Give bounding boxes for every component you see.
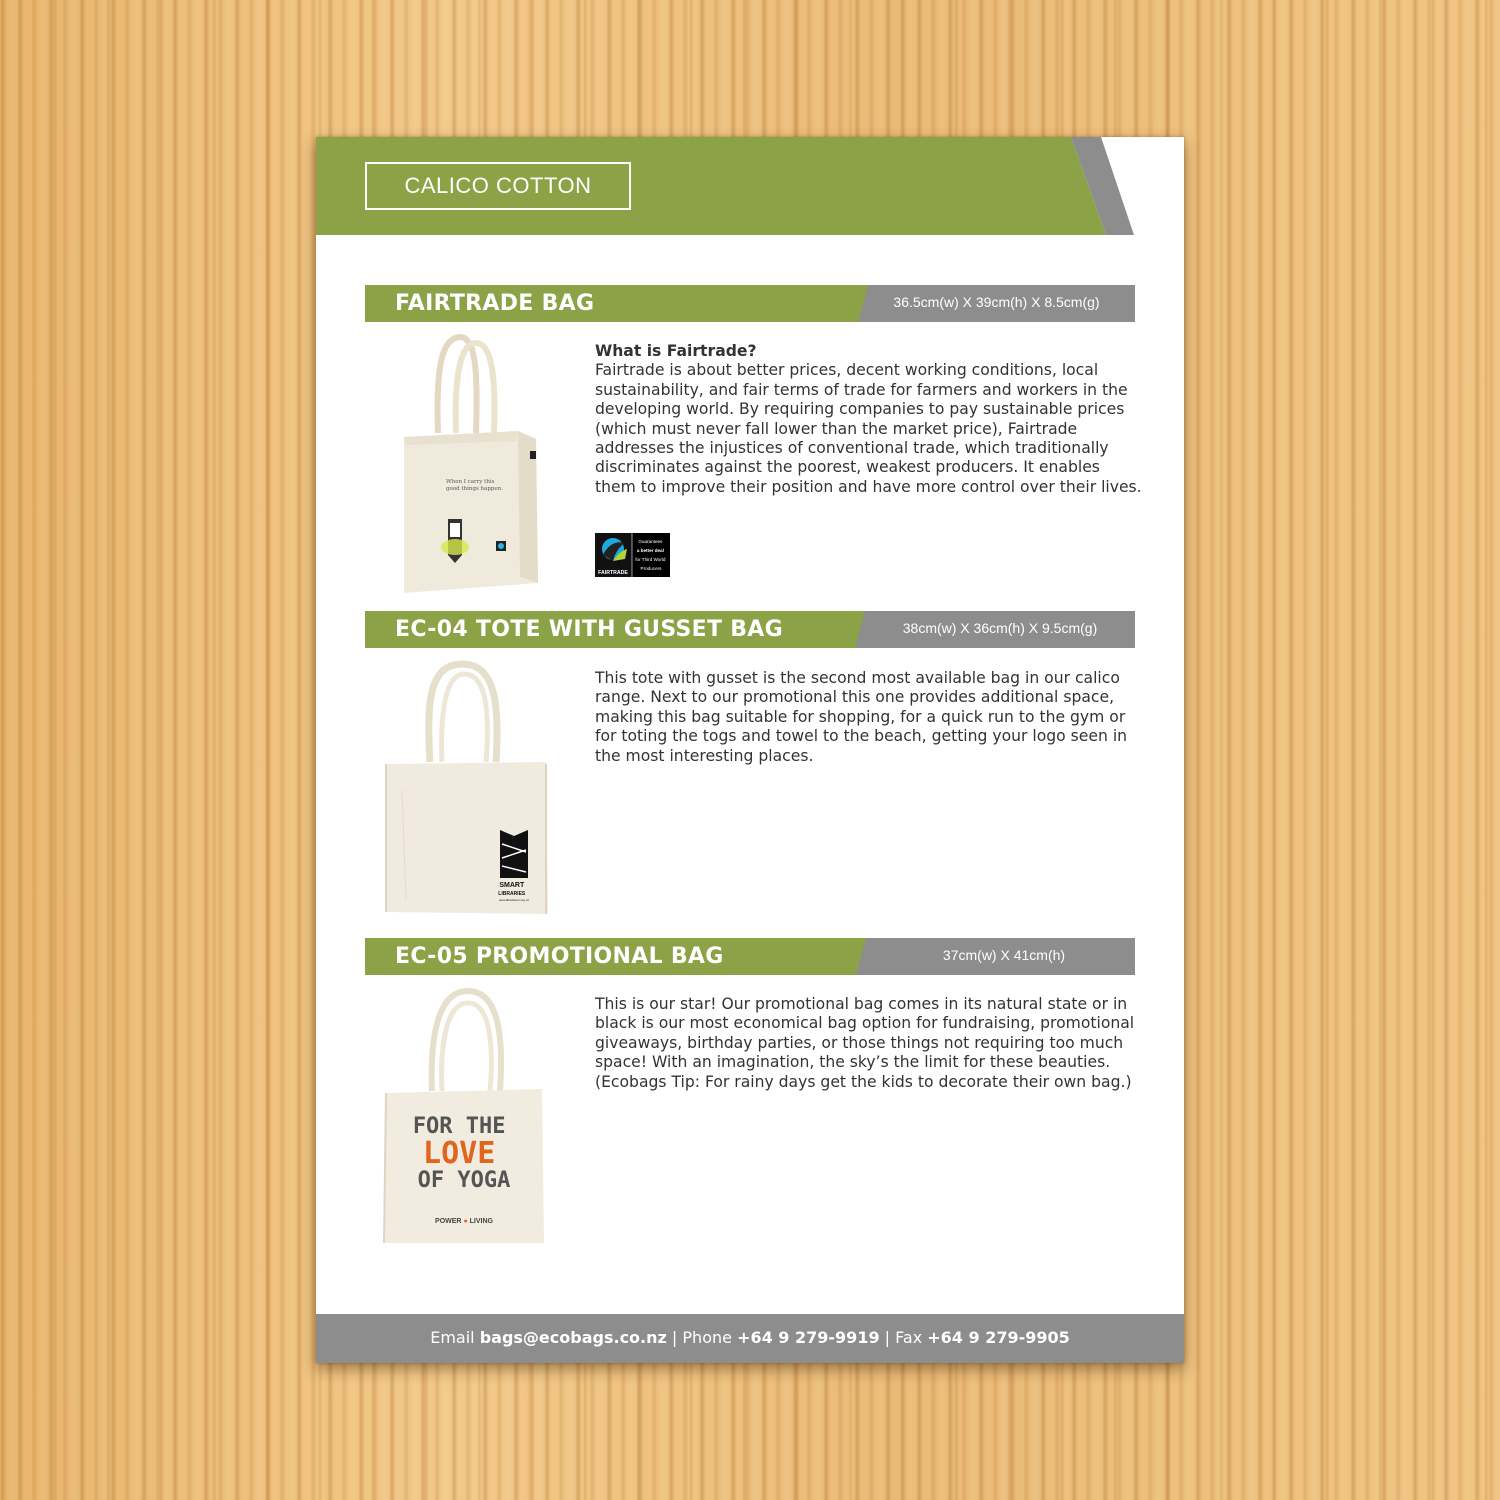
bag-print-text: LIBRARIES	[498, 891, 526, 897]
fairtrade-description: Fairtrade is about better prices, decent working conditions, local sustainability, and fair terms of trade for farmers and workers in the developing world. By requiring companies to pay sustainable prices (which must never fall lower than the market price), Fairtrade addresses the injustices of conventional trade, which traditionally discriminates against the poorest, weakest producers. It enables them to improve their position and have more control over their lives.	[595, 361, 1142, 496]
email-link[interactable]: bags@ecobags.co.nz	[479, 1328, 667, 1347]
fax-label: Fax	[895, 1328, 923, 1347]
product-dimensions: 36.5cm(w) X 39cm(h) X 8.5cm(g)	[893, 294, 1100, 310]
product-header-fairtrade	[365, 285, 1135, 322]
product-title: EC-04 TOTE WITH GUSSET BAG	[395, 617, 783, 642]
bag-brand-text: LIVING	[469, 1218, 493, 1225]
product-header-ec05	[365, 938, 1135, 975]
svg-text:FOR THE LOVE OF YO	[413, 1114, 515, 1193]
separator: |	[884, 1328, 891, 1347]
phone-label: Phone	[682, 1328, 732, 1347]
fairtrade-logo-line: Producers	[640, 566, 662, 571]
tote-gusset-bag-image	[382, 660, 554, 916]
fairtrade-bag-image	[398, 333, 546, 595]
bag-brand-text: POWER	[435, 1218, 462, 1225]
product-dimensions: 38cm(w) X 36cm(h) X 9.5cm(g)	[902, 620, 1098, 636]
fairtrade-logo-name: FAIRTRADE	[598, 570, 628, 576]
bag-print-text: When I carry this good things happen.	[446, 479, 503, 492]
category-banner	[316, 137, 1184, 235]
bag-print-text: www.librariesnz.org.nz	[498, 898, 530, 902]
product-description	[595, 342, 1143, 497]
phone-number[interactable]: +64 9 279-9919	[737, 1328, 880, 1347]
fairtrade-question: What is Fairtrade?	[595, 342, 757, 360]
product-description: This is our star! Our promotional bag comes in its natural state or in black is our most economical bag option for fundraising, promotional giveaways, birthday parties, or those things not requiring too much space! With an imagination, the sky’s the limit for these beauties. (Ecobags Tip: For rainy days get the kids to decorate their own bag.)	[595, 995, 1135, 1091]
promotional-bag-image	[380, 985, 548, 1245]
svg-text:POWER ● LIVING: POWER ● LIVING	[435, 1218, 493, 1225]
separator: |	[671, 1328, 678, 1347]
brochure-page	[316, 137, 1184, 1363]
product-header-ec04	[365, 611, 1135, 648]
fairtrade-logo-line: Guarantees	[638, 539, 663, 544]
fairtrade-logo-line: a better deal	[636, 548, 664, 553]
bag-print-text: LOVE	[423, 1136, 496, 1171]
fax-number: +64 9 279-9905	[927, 1328, 1070, 1347]
bag-print-text: FOR THE	[412, 1114, 506, 1139]
product-description: This tote with gusset is the second most available bag in our calico range. Next to our promotional this one provides additional space, making this bag suitable for shopping, for a quick run to the gym or for toting the togs and towel to the beach, getting your logo seen in the most interesting places.	[595, 669, 1128, 765]
product-title: EC-05 PROMOTIONAL BAG	[395, 944, 724, 969]
email-label: Email	[430, 1328, 475, 1347]
bag-print-text: SMART	[499, 882, 525, 889]
bag-print-text: OF YOGA	[417, 1168, 511, 1193]
fairtrade-logo-line: for Third World	[635, 557, 666, 562]
category-title: CALICO COTTON	[365, 162, 631, 210]
product-dimensions: 37cm(w) X 41cm(h)	[942, 947, 1066, 963]
product-title: FAIRTRADE BAG	[395, 291, 595, 316]
fairtrade-logo	[595, 533, 670, 577]
contact-footer	[316, 1314, 1184, 1363]
